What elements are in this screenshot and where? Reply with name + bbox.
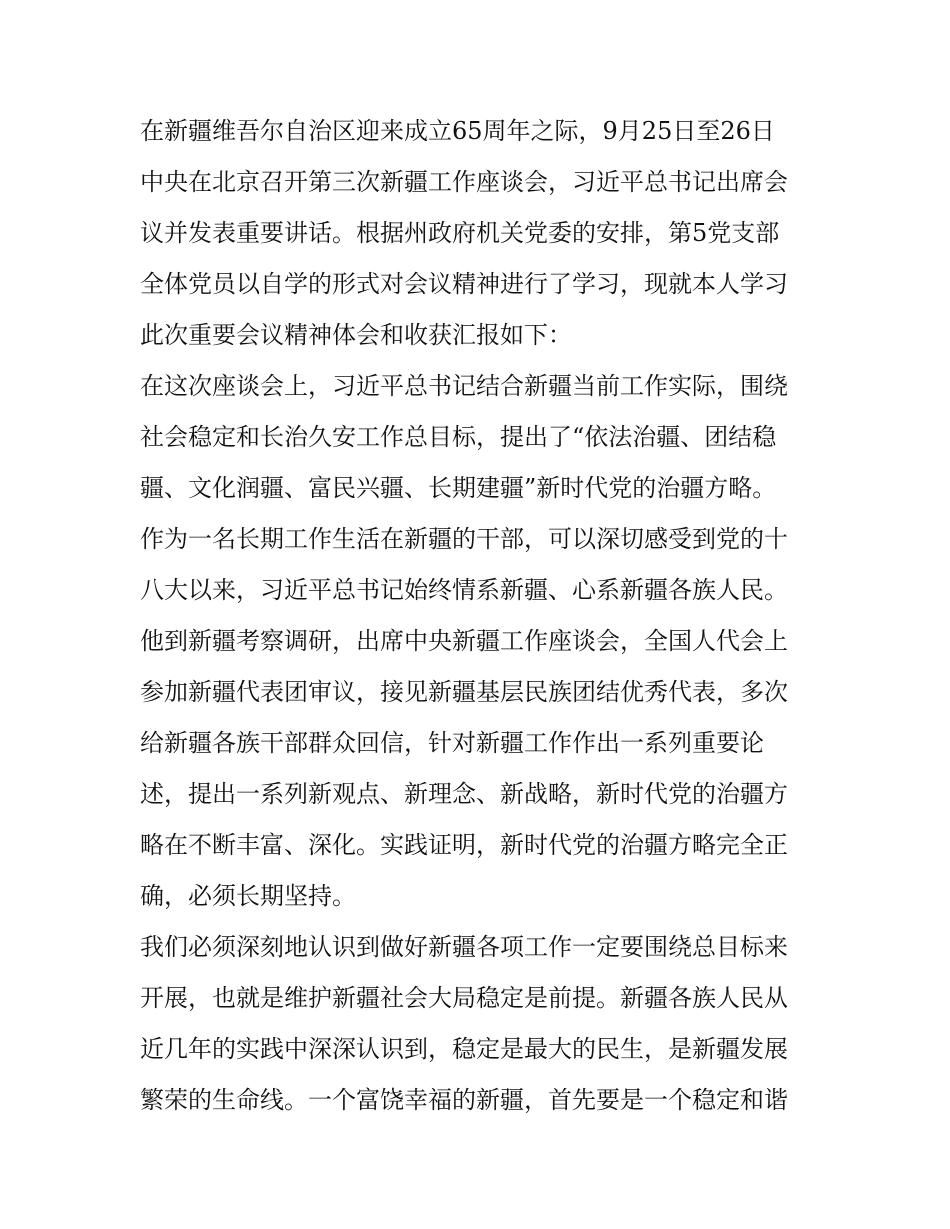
text-line: 作为一名长期工作生活在新疆的干部，可以深切感受到党的十 xyxy=(140,525,788,553)
text-line: 繁荣的生命线。一个富饶幸福的新疆，首先要是一个稳定和谐 xyxy=(140,1086,788,1114)
text-line: 八大以来，习近平总书记始终情系新疆、心系新疆各族人民。 xyxy=(140,576,788,604)
text-line: 议并发表重要讲话。根据州政府机关党委的安排，第5党支部 xyxy=(140,219,780,247)
text-line: 中央在北京召开第三次新疆工作座谈会，习近平总书记出席会 xyxy=(140,168,788,196)
text-line: 给新疆各族干部群众回信，针对新疆工作作出一系列重要论 xyxy=(140,729,764,757)
text-line: 在这次座谈会上，习近平总书记结合新疆当前工作实际，围绕 xyxy=(140,372,788,400)
text-line: 全体党员以自学的形式对会议精神进行了学习，现就本人学习 xyxy=(140,270,788,298)
text-line: 疆、文化润疆、富民兴疆、长期建疆”新时代党的治疆方略。 xyxy=(140,474,777,502)
text-line: 参加新疆代表团审议，接见新疆基层民族团结优秀代表，多次 xyxy=(140,678,788,706)
text-line: 开展，也就是维护新疆社会大局稳定是前提。新疆各族人民从 xyxy=(140,984,788,1012)
text-line: 此次重要会议精神体会和收获汇报如下： xyxy=(140,321,572,349)
text-line: 略在不断丰富、深化。实践证明，新时代党的治疆方略完全正 xyxy=(140,831,788,859)
document-body xyxy=(140,106,820,1126)
text-line: 述，提出一系列新观点、新理念、新战略，新时代党的治疆方 xyxy=(140,780,788,808)
text-line: 我们必须深刻地认识到做好新疆各项工作一定要围绕总目标来 xyxy=(140,933,788,961)
text-line: 近几年的实践中深深认识到，稳定是最大的民生，是新疆发展 xyxy=(140,1035,788,1063)
text-line: 确，必须长期坚持。 xyxy=(140,882,356,910)
text-line: 他到新疆考察调研，出席中央新疆工作座谈会，全国人代会上 xyxy=(140,627,788,655)
text-line: 在新疆维吾尔自治区迎来成立65周年之际，9月25日至26日 xyxy=(140,117,775,145)
text-line: 社会稳定和长治久安工作总目标，提出了“依法治疆、团结稳 xyxy=(140,423,777,451)
